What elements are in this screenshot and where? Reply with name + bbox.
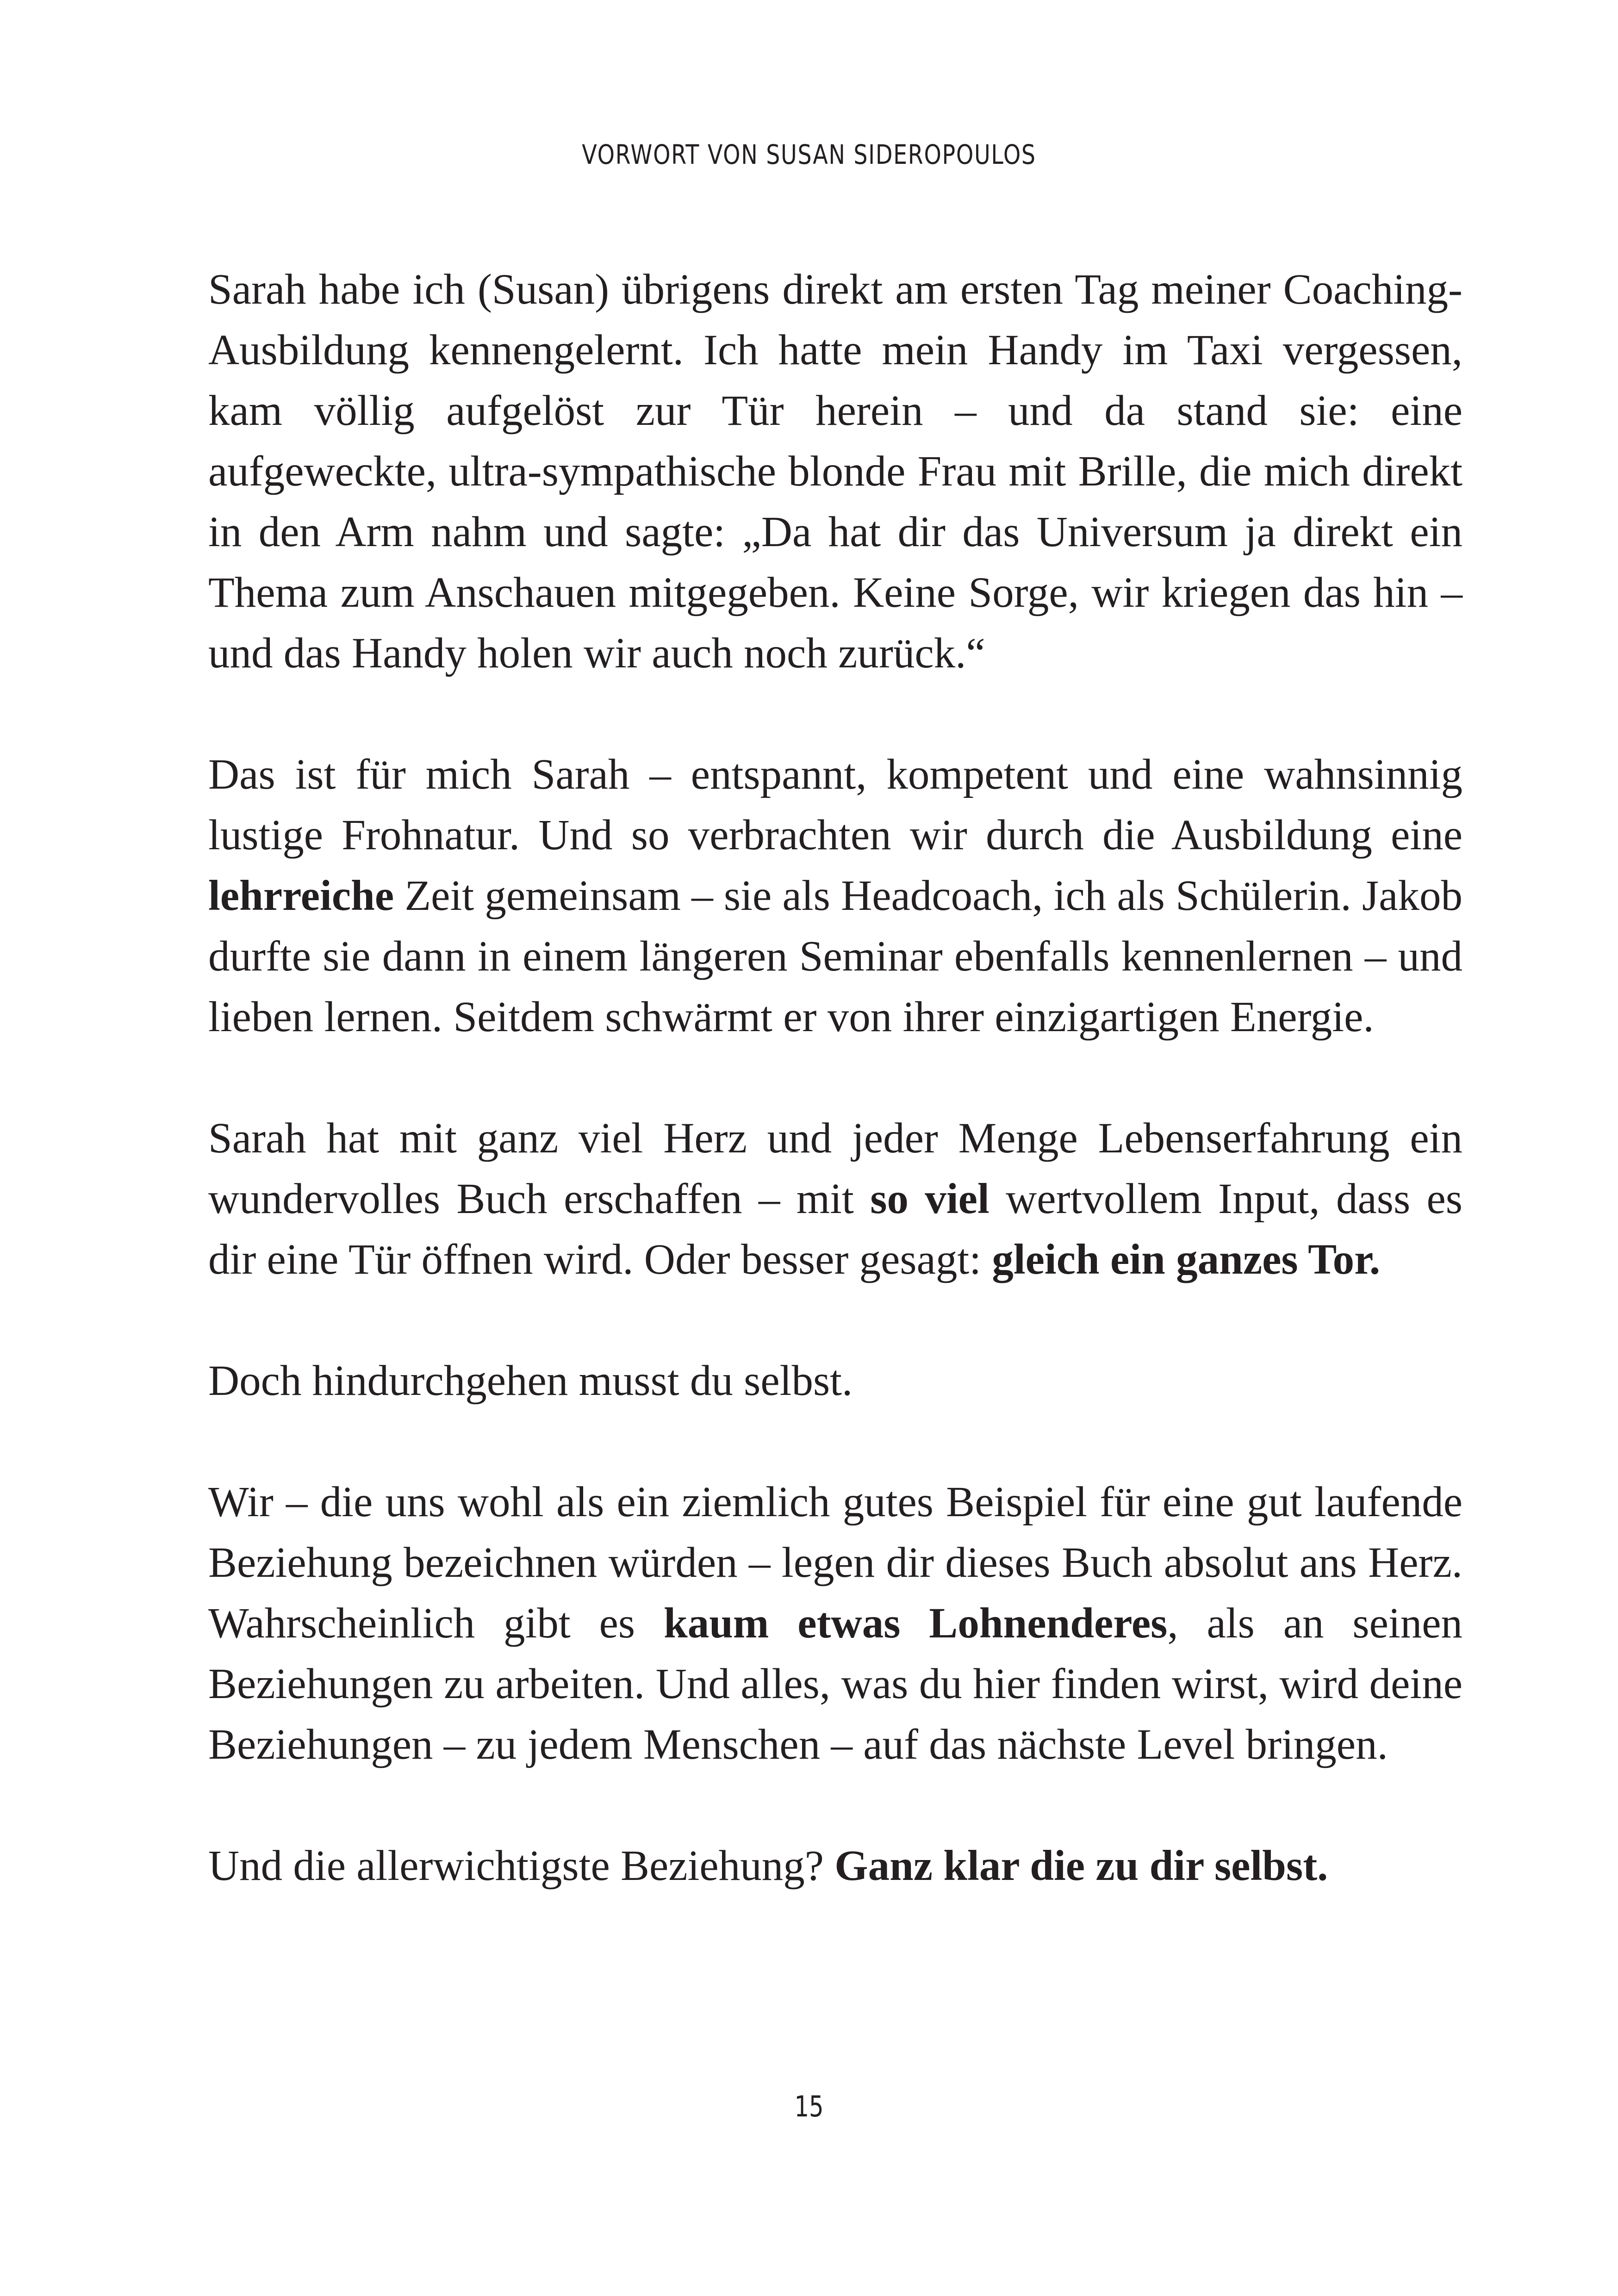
paragraph-3-bold-b: gleich ein ganzes Tor.	[992, 1236, 1381, 1283]
paragraph-2-bold: lehrreiche	[208, 872, 394, 920]
paragraph-3-text-b: wertvollem Input, dass es dir eine Tür öffnen wird. Oder besser gesagt:	[208, 1175, 1462, 1283]
paragraph-4	[208, 1350, 1462, 1411]
paragraph-1	[208, 259, 1462, 684]
paragraph-6-bold: Ganz klar die zu dir selbst.	[834, 1842, 1328, 1890]
paragraph-6-text: Und die allerwichtigste Beziehung?	[208, 1842, 835, 1890]
paragraph-2	[208, 744, 1462, 1047]
paragraph-5	[208, 1472, 1462, 1775]
paragraph-4-text: Doch hindurchgehen musst du selbst.	[208, 1357, 853, 1405]
paragraph-1-text: Sarah habe ich (Susan) übrigens direkt am ersten Tag meiner Coaching-Ausbildung kennengelernt. Ich hatte mein Handy im Taxi vergessen, kam völlig aufgelöst zur Tür herein – und da stand sie: eine aufgeweckte, ultra-sympathische blonde Frau mit Brille, die mich direkt in den Arm nahm und sagte: „Da hat dir das Universum ja direkt ein Thema zum Anschauen mitgegeben. Keine Sorge, wir kriegen das hin – und das Handy holen wir auch noch zurück.“	[208, 266, 1462, 677]
running-head: VORWORT VON SUSAN SIDEROPOULOS	[582, 139, 1036, 170]
paragraph-3-text-a: Sarah hat mit ganz viel Herz und jeder Menge Lebenserfahrung ein wundervolles Buch erschaffen – mit	[208, 1114, 1462, 1223]
paragraph-3-bold-a: so viel	[870, 1175, 989, 1223]
paragraph-5-text-b: , als an seinen Beziehungen zu arbeiten. Und alles, was du hier finden wirst, wird deine Beziehungen – zu jedem Menschen – auf das nächste Level bringen.	[208, 1599, 1462, 1768]
body-text	[208, 259, 1462, 1957]
paragraph-2-text-a: Das ist für mich Sarah – entspannt, kompetent und eine wahnsinnig lustige Frohnatur. Und so verbrachten wir durch die Ausbildung eine	[208, 751, 1462, 859]
paragraph-3	[208, 1108, 1462, 1290]
paragraph-6	[208, 1836, 1462, 1896]
page-number: 15	[794, 2090, 824, 2123]
paragraph-5-bold: kaum etwas Lohnenderes	[663, 1599, 1168, 1647]
paragraph-5-text-a: Wir – die uns wohl als ein ziemlich gutes Beispiel für eine gut laufende Beziehung bezeichnen würden – legen dir dieses Buch absolut ans Herz. Wahrscheinlich gibt es	[208, 1478, 1462, 1647]
paragraph-2-text-b: Zeit gemeinsam – sie als Headcoach, ich als Schülerin. Jakob durfte sie dann in einem längeren Seminar ebenfalls kennenlernen – und lieben lernen. Seitdem schwärmt er von ihrer einzigartigen Energie.	[208, 872, 1462, 1041]
